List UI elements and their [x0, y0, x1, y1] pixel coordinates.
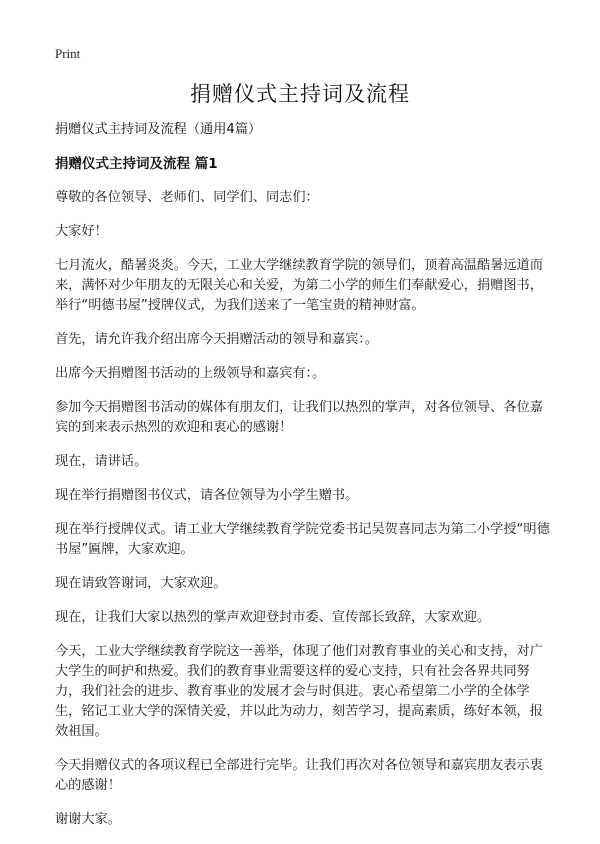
document-subtitle: 捐赠仪式主持词及流程（通用4篇）	[55, 122, 262, 137]
paragraph-closing-remarks: 今天，工业大学继续教育学院这一善举，体现了他们对教育事业的关心和支持，对广大学生的呵护和热爱。我们的教育事业需要这样的爱心支持，只有社会各界共同努力，我们社会的进步、教育事业的发展才会与时俱进。衷心希望第二小学的全体学生，铭记工业大学的深情关爱，并以此为动力，刻苦学习，提高素质，练好本领，报效祖国。	[55, 644, 543, 739]
document-title: 捐赠仪式主持词及流程	[190, 82, 410, 106]
paragraph-book-donation: 现在举行捐赠图书仪式，请各位领导为小学生赠书。	[55, 488, 359, 503]
document-body	[55, 120, 555, 844]
paragraph-salutation: 尊敬的各位领导、老师们、同学们、同志们：	[55, 190, 319, 205]
paragraph-media-welcome: 参加今天捐赠图书活动的媒体有朋友们，让我们以热烈的掌声，对各位领导、各位嘉宾的到来表示热烈的欢迎和衷心的感谢！	[55, 400, 543, 435]
print-link[interactable]: Print	[55, 46, 81, 61]
section-heading: 捐赠仪式主持词及流程 篇1	[55, 156, 218, 172]
paragraph-official-address: 现在，让我们大家以热烈的掌声欢迎登封市委、宣传部长致辞，大家欢迎。	[55, 610, 491, 625]
paragraph-thank-you: 谢谢大家。	[55, 812, 121, 827]
paragraph-greeting: 大家好！	[55, 224, 108, 239]
paragraph-introduce-guests: 首先，请允许我介绍出席今天捐赠活动的领导和嘉宾：。	[55, 332, 379, 347]
paragraph-plaque-ceremony: 现在举行授牌仪式。请工业大学继续教育学院党委书记吴贺喜同志为第二小学授“明德书屋”匾牌，大家欢迎。	[55, 522, 550, 557]
paragraph-opening: 七月流火，酷暑炎炎。今天，工业大学继续教育学院的领导们，顶着高温酷暑远道而来，满怀对少年朋友的无限关心和关爱，为第二小学的师生们奉献爱心，捐赠图书，举行“明德书屋”授牌仪式，为我们送来了一笔宝贵的精神财富。	[55, 258, 543, 313]
paragraph-conclusion: 今天捐赠仪式的各项议程已全部进行完毕。让我们再次对各位领导和嘉宾朋友表示衷心的感谢！	[55, 758, 543, 793]
paragraph-speech: 现在，请讲话。	[55, 454, 148, 469]
paragraph-thanks-speech: 现在请致答谢词，大家欢迎。	[55, 576, 227, 591]
paragraph-leaders-present: 出席今天捐赠图书活动的上级领导和嘉宾有：。	[55, 366, 326, 381]
